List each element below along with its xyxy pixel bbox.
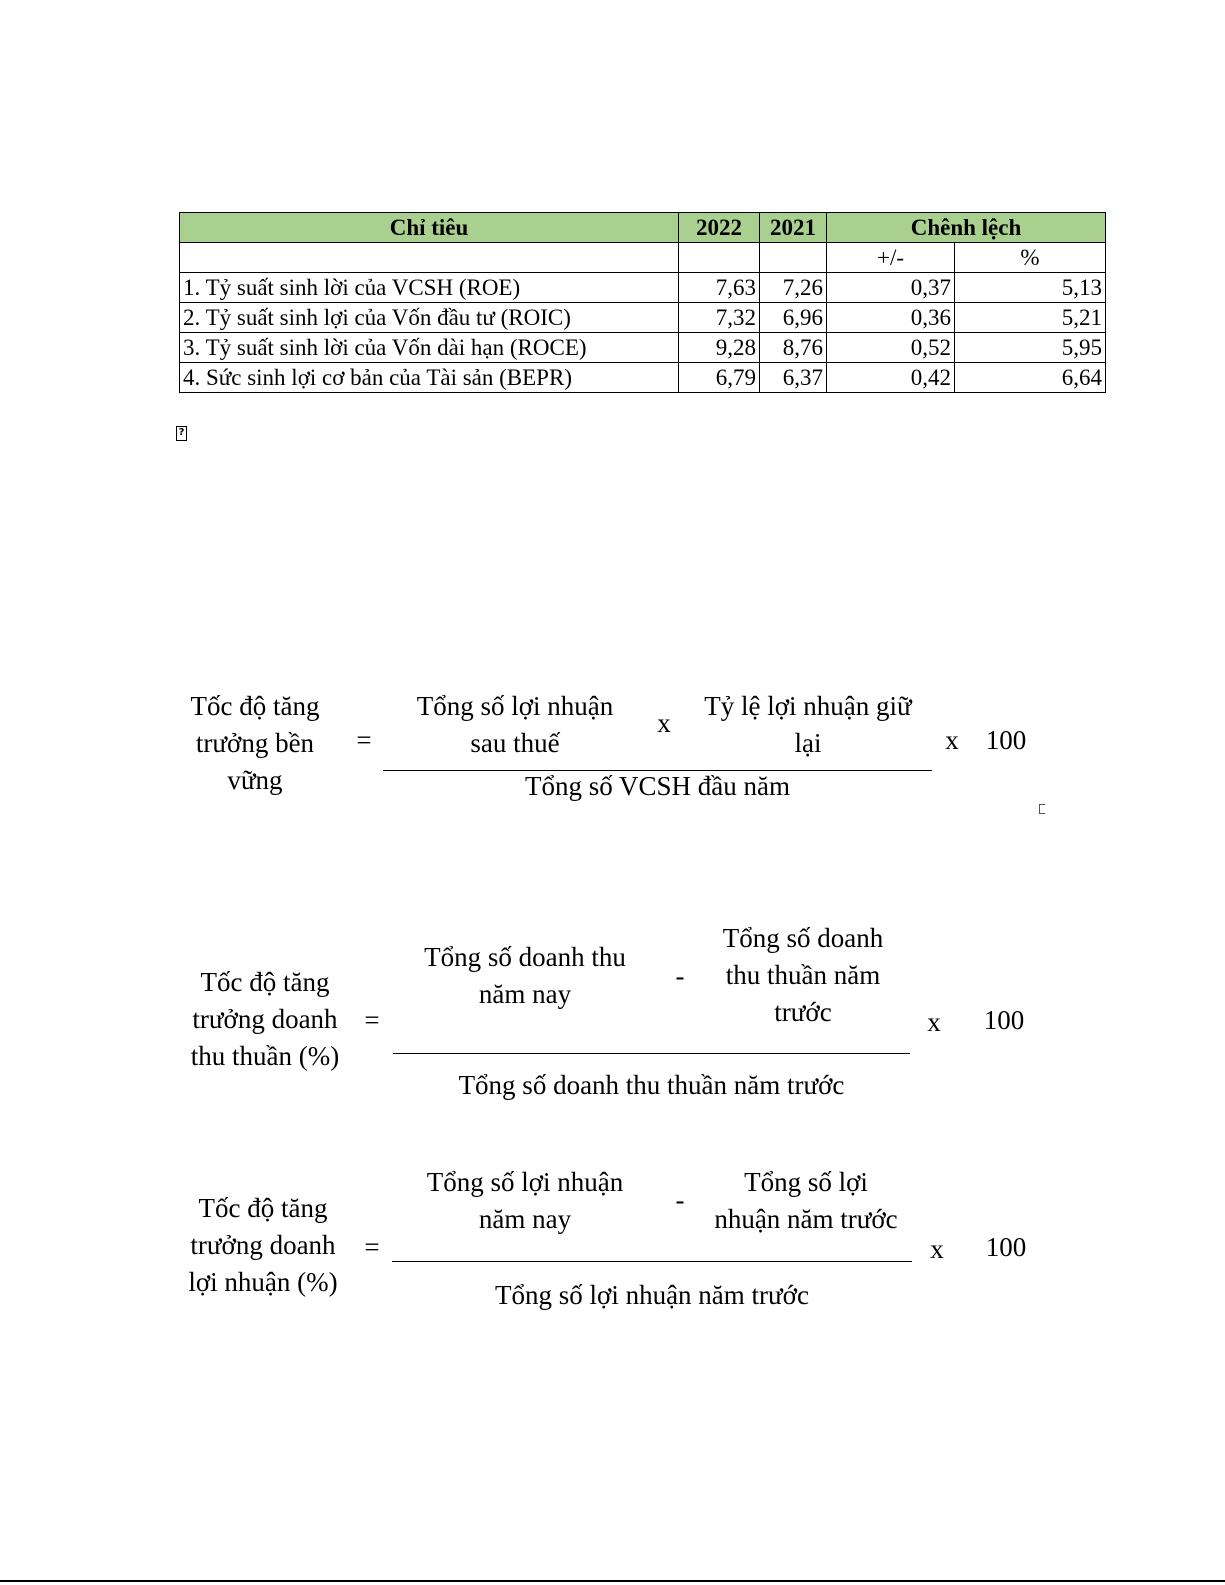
row-pct: 6,64 bbox=[955, 363, 1106, 393]
denominator: Tổng số lợi nhuận năm trước bbox=[495, 1280, 809, 1310]
header-2021: 2021 bbox=[760, 213, 827, 243]
numerator-b: Tổng số lợi nhuận năm trước bbox=[714, 1167, 898, 1234]
row-abs: 0,36 bbox=[827, 303, 955, 333]
formula-label: Tốc độ tăng trưởng doanh lợi nhuận (%) bbox=[188, 1193, 338, 1297]
row-abs: 0,37 bbox=[827, 273, 955, 303]
empty-cell bbox=[180, 243, 679, 273]
row-name: 3. Tỷ suất sinh lời của Vốn dài hạn (ROCE) bbox=[180, 333, 679, 363]
numerator-b: Tỷ lệ lợi nhuận giữ lại bbox=[704, 691, 912, 758]
fraction-bar bbox=[393, 1053, 910, 1054]
row-pct: 5,13 bbox=[955, 273, 1106, 303]
row-2022: 7,32 bbox=[679, 303, 760, 333]
numerator-b: Tổng số doanh thu thuần năm trước bbox=[722, 923, 884, 1027]
bracket-mark-icon bbox=[1039, 804, 1045, 814]
row-name: 4. Sức sinh lợi cơ bản của Tài sản (BEPR) bbox=[180, 363, 679, 393]
formula-label: Tốc độ tăng trưởng bền vững bbox=[190, 691, 320, 795]
header-difference: Chênh lệch bbox=[827, 213, 1106, 243]
row-2022: 9,28 bbox=[679, 333, 760, 363]
equals-sign: = bbox=[364, 1232, 380, 1262]
header-2022: 2022 bbox=[679, 213, 760, 243]
factor: 100 bbox=[985, 725, 1027, 755]
numerator-a: Tổng số doanh thu năm nay bbox=[424, 942, 626, 1009]
row-2021: 7,26 bbox=[760, 273, 827, 303]
numerator-a: Tổng số lợi nhuận sau thuế bbox=[416, 691, 614, 758]
times-sign: x bbox=[927, 1007, 941, 1037]
row-2022: 6,79 bbox=[679, 363, 760, 393]
table-row bbox=[180, 363, 1106, 393]
profitability-table bbox=[179, 212, 1106, 393]
numerator-a: Tổng số lợi nhuận năm nay bbox=[426, 1167, 624, 1234]
equals-sign: = bbox=[356, 725, 372, 755]
row-name: 1. Tỷ suất sinh lời của VCSH (ROE) bbox=[180, 273, 679, 303]
row-2021: 6,37 bbox=[760, 363, 827, 393]
denominator: Tổng số VCSH đầu năm bbox=[524, 771, 790, 801]
page-bottom-border bbox=[0, 1580, 1225, 1582]
row-2022: 7,63 bbox=[679, 273, 760, 303]
empty-cell bbox=[679, 243, 760, 273]
table-subheader-row bbox=[180, 243, 1106, 273]
times-sign: x bbox=[945, 725, 959, 755]
missing-glyph-icon: ? bbox=[176, 426, 187, 441]
header-indicator: Chỉ tiêu bbox=[180, 213, 679, 243]
row-2021: 8,76 bbox=[760, 333, 827, 363]
denominator: Tổng số doanh thu thuần năm trước bbox=[458, 1070, 845, 1100]
fraction-bar bbox=[392, 1261, 912, 1262]
row-name: 2. Tỷ suất sinh lợi của Vốn đầu tư (ROIC) bbox=[180, 303, 679, 333]
equals-sign: = bbox=[364, 1005, 380, 1035]
multiply-operator: x bbox=[657, 708, 671, 738]
row-pct: 5,21 bbox=[955, 303, 1106, 333]
empty-cell bbox=[760, 243, 827, 273]
factor: 100 bbox=[983, 1005, 1025, 1035]
row-pct: 5,95 bbox=[955, 333, 1106, 363]
row-abs: 0,42 bbox=[827, 363, 955, 393]
minus-operator: - bbox=[675, 961, 685, 991]
minus-operator: - bbox=[675, 1185, 685, 1215]
times-sign: x bbox=[930, 1234, 944, 1264]
table-row bbox=[180, 333, 1106, 363]
formula-label: Tốc độ tăng trưởng doanh thu thuần (%) bbox=[190, 967, 340, 1071]
row-abs: 0,52 bbox=[827, 333, 955, 363]
row-2021: 6,96 bbox=[760, 303, 827, 333]
table-header-row bbox=[180, 213, 1106, 243]
table-row bbox=[180, 303, 1106, 333]
table-row bbox=[180, 273, 1106, 303]
subheader-abs: +/- bbox=[827, 243, 955, 273]
subheader-pct: % bbox=[955, 243, 1106, 273]
factor: 100 bbox=[985, 1232, 1027, 1262]
